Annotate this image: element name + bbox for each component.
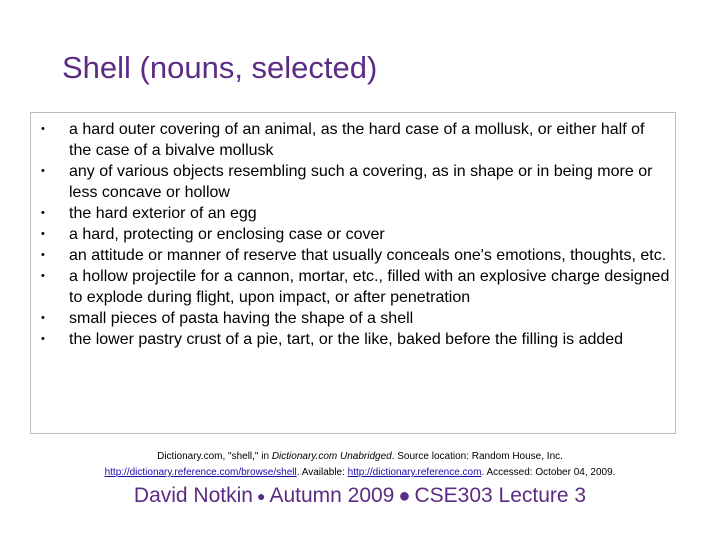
definition-item (31, 161, 675, 203)
bullet-icon: • (41, 165, 45, 177)
footer-author: David Notkin (133, 484, 253, 507)
bullet-icon: • (41, 123, 45, 135)
definition-text: an attitude or manner of reserve that usually conceals one's emotions, thoughts, etc. (69, 247, 667, 264)
bullet-icon: • (41, 270, 45, 282)
footer-separator-dot-icon: ● (398, 484, 411, 507)
definition-item (31, 119, 675, 161)
citation-available-label: . Available: (296, 467, 348, 478)
citation-link-home[interactable]: http://dictionary.reference.com (347, 467, 482, 478)
definition-text: any of various objects resembling such a covering, as in shape or in being more or less concave or hollow (69, 163, 653, 201)
slide-footer (0, 484, 720, 508)
definition-text: the lower pastry crust of a pie, tart, or the like, baked before the filling is added (69, 331, 624, 348)
citation-link-shell[interactable]: http://dictionary.reference.com/browse/shell (104, 467, 297, 478)
bullet-icon: • (41, 333, 45, 345)
bullet-icon: • (41, 228, 45, 240)
citation-accessed: . Accessed: October 04, 2009. (481, 467, 616, 478)
definitions-box (30, 112, 676, 434)
bullet-icon: • (41, 312, 45, 324)
definition-item (31, 245, 675, 266)
footer-course: CSE303 Lecture 3 (414, 484, 587, 507)
citation-source-location: . Source location: Random House, Inc. (391, 451, 563, 462)
definitions-list (31, 119, 675, 350)
footer-term: Autumn 2009 (269, 484, 395, 507)
definition-text: a hard outer covering of an animal, as the hard case of a mollusk, or either half of the case of a bivalve mollusk (69, 121, 645, 159)
bullet-icon: • (41, 249, 45, 261)
slide-title: Shell (nouns, selected) (62, 50, 378, 85)
definition-item (31, 308, 675, 329)
definition-text: a hollow projectile for a cannon, mortar, etc., filled with an explosive charge designed to explode during flight, upon impact, or after penetration (69, 268, 670, 306)
definition-item (31, 329, 675, 350)
definition-text: the hard exterior of an egg (69, 205, 257, 222)
citation-source-title: Dictionary.com Unabridged (271, 451, 392, 462)
definition-text: small pieces of pasta having the shape of a shell (69, 310, 414, 327)
citation (60, 449, 660, 481)
footer-separator-dot-icon: ● (256, 488, 266, 505)
bullet-icon: • (41, 207, 45, 219)
definition-text: a hard, protecting or enclosing case or cover (69, 226, 385, 243)
citation-prefix: Dictionary.com, "shell," in (157, 451, 272, 462)
definition-item (31, 224, 675, 245)
definition-item (31, 203, 675, 224)
definition-item (31, 266, 675, 308)
